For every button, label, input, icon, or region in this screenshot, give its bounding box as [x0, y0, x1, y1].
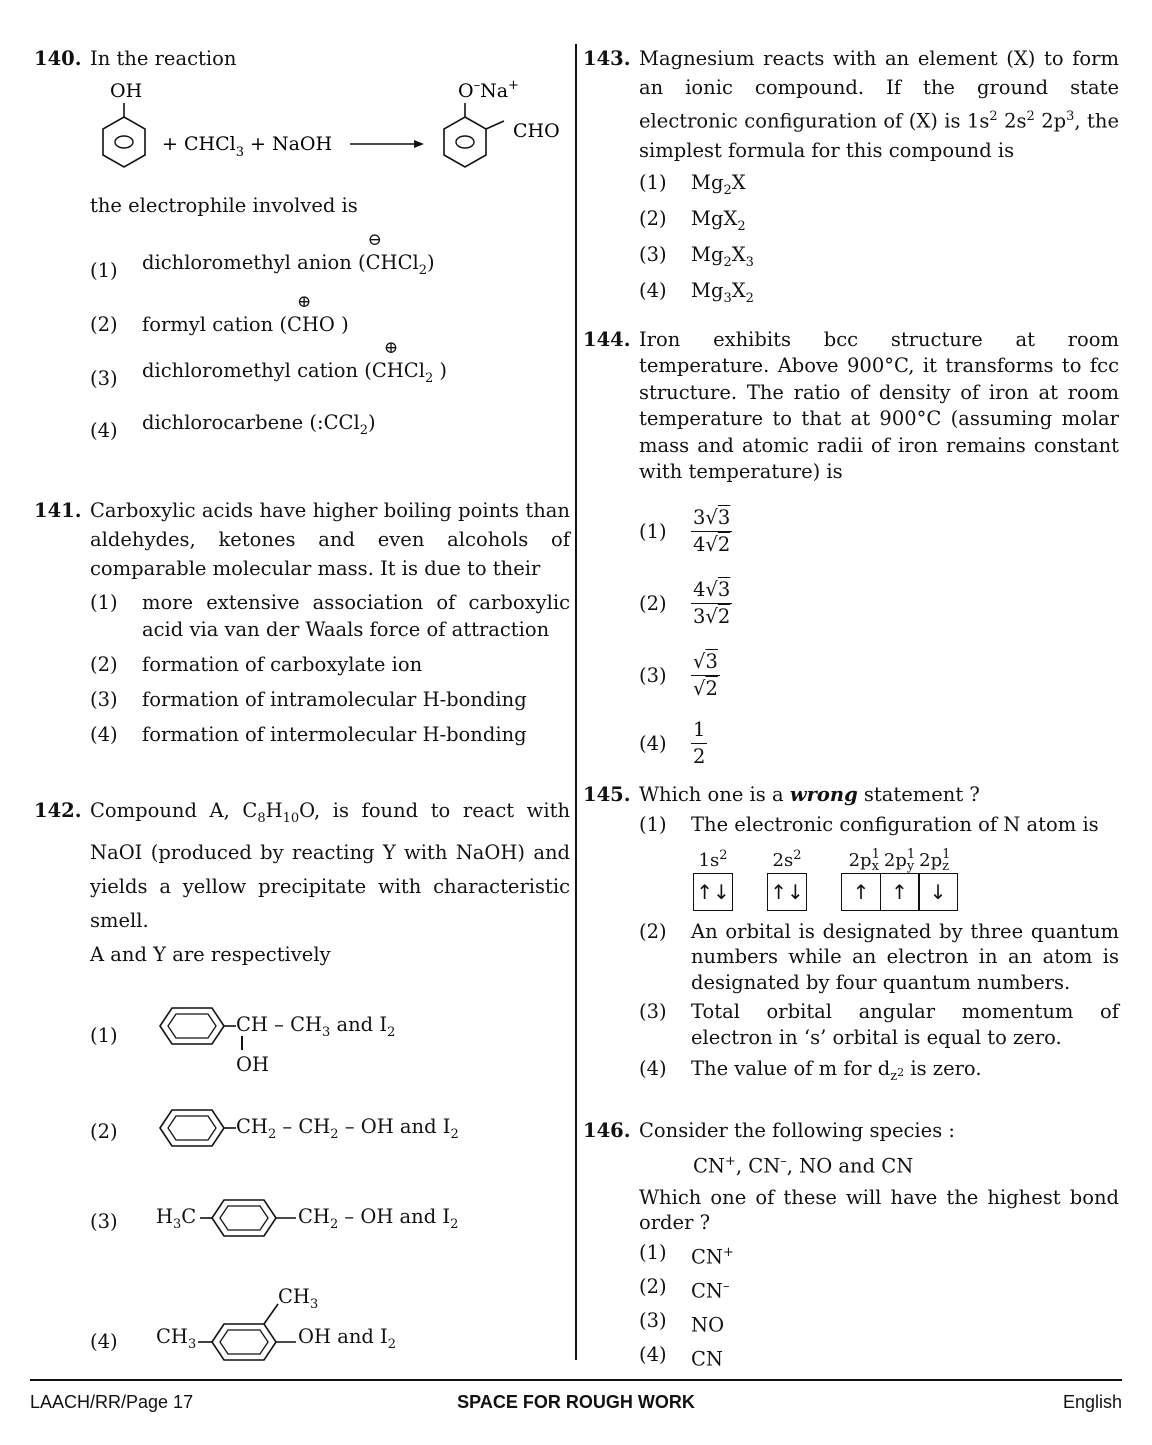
cation-charge: ⊕	[296, 292, 312, 312]
option-2[interactable]: (2) An orbital is designated by three quantum numbers while an electron in an atom is designated by four quantum numbers.	[639, 919, 1119, 994]
option-4[interactable]: (4) dichlorocarbene (:CCl$_2$)	[90, 411, 376, 442]
ortho-methyl: $CH_3$	[278, 1284, 319, 1312]
question-142	[34, 794, 570, 1366]
benzene-ring-reactant	[103, 117, 145, 167]
fraction: $\frac{3√3}{4√2}$	[693, 506, 731, 556]
reagents: + CHCl$_3$ + NaOH	[162, 133, 333, 160]
option-1[interactable]: (1) CN+	[639, 1241, 734, 1269]
right-column	[583, 44, 1119, 1375]
footer-rule	[30, 1379, 1122, 1381]
side-chain: CH – $CH_3$ and $I_2$	[236, 1012, 396, 1040]
methyl-group: $H_3C$	[156, 1204, 197, 1232]
oh-group: OH	[236, 1052, 269, 1076]
reaction-scheme	[34, 75, 570, 187]
option-3[interactable]: (3) formation of intramolecular H-bonding	[90, 688, 527, 711]
option-3[interactable]: (3) $\frac{√3}{√2}$	[639, 650, 718, 700]
fraction: $\frac{4√3}{3√2}$	[693, 578, 731, 628]
question-143	[583, 44, 1119, 313]
fraction: $\frac{1}{2}$	[693, 718, 706, 768]
option-2[interactable]: (2) formyl cation ( ⊕ CHO )	[90, 284, 570, 338]
question-number: 143.	[583, 47, 631, 70]
species-list: CN+, CN–, NO and CN	[693, 1153, 914, 1178]
option-2[interactable]: (2) CN–	[639, 1275, 730, 1303]
option-2[interactable]: (2) $CH_2 - CH_2$ – OH and $I_2$	[34, 1106, 570, 1166]
benzene-ring	[200, 1196, 304, 1240]
option-1[interactable]: (1) more extensive association of carboxylic acid via van der Waals force of attraction	[90, 591, 570, 641]
question-145	[583, 780, 1119, 1090]
question-text: Carboxylic acids have higher boiling points than aldehydes, ketones and even alcohols of comparable molecular mass. It is due to their	[90, 499, 570, 580]
question-number: 145.	[583, 782, 631, 806]
question-number: 146.	[583, 1118, 631, 1142]
benzene-ring	[156, 1004, 236, 1048]
option-4[interactable]: (4) formation of intermolecular H-bonding	[90, 723, 527, 746]
orbital-diagram	[693, 844, 1119, 911]
question-number: 144.	[583, 327, 631, 351]
side-chain: $CH_2 - CH_2$ – OH and $I_2$	[236, 1114, 459, 1142]
option-4[interactable]: (4) $\frac{1}{2}$	[639, 718, 706, 768]
question-text: In the reaction	[90, 47, 237, 70]
orbital-1s: $1s^2$ ↑ ↓	[693, 844, 733, 911]
left-column	[34, 44, 570, 1366]
option-3[interactable]: (3) NO	[639, 1309, 725, 1337]
fraction: $\frac{√3}{√2}$	[693, 650, 718, 700]
question-text: Consider the following species :	[639, 1118, 955, 1142]
cation-charge: ⊕	[383, 338, 399, 359]
question-text: Iron exhibits bcc structure at room temperature. Above 900°C, it transforms to fcc structure. The ratio of density of iron at room temperature to that at 900°C (assuming molar mass and atomic radii of iron remains constant with temperature) is	[639, 327, 1119, 483]
option-4[interactable]: (4) $CH_3$ $CH_3$ OH and $I_2$	[34, 1286, 570, 1366]
reactant-oh-label: OH	[110, 80, 143, 102]
question-146	[583, 1116, 1119, 1376]
anion-charge: ⊖	[367, 230, 382, 251]
column-divider	[575, 44, 577, 1360]
rough-work-label: SPACE FOR ROUGH WORK	[457, 1392, 695, 1412]
page-footer	[30, 1388, 1122, 1418]
option-4[interactable]: (4) The value of m for $d_{z^2}$ is zero.	[639, 1057, 982, 1084]
option-1[interactable]: (1) $\frac{3√3}{4√2}$	[639, 506, 731, 556]
question-number: 141.	[34, 499, 82, 522]
question-text: Magnesium reacts with an element (X) to form an ionic compound. If the ground state electronic configuration of (X) is $1s^2$ $2s^2$ $2p^3$, the simplest formula for this compound is	[639, 47, 1119, 162]
option-4[interactable]: (4) $Mg_3X_2$	[639, 278, 754, 306]
benzene-ring-product	[444, 117, 486, 167]
benzene-ring	[156, 1106, 236, 1150]
option-1[interactable]: (1) CH – $CH_3$ and $I_2$ OH	[34, 1000, 570, 1090]
options-140	[90, 230, 570, 444]
question-text: Which one is a wrong statement ?	[639, 782, 980, 806]
option-1[interactable]: (1) The electronic configuration of N atom is	[639, 812, 1099, 836]
side-chain: OH and $I_2$	[298, 1324, 397, 1352]
question-141	[34, 496, 570, 748]
product-phenoxide-label: O–Na+	[458, 78, 519, 102]
option-2[interactable]: (2) MgX$_2$	[639, 206, 746, 234]
option-3[interactable]: (3) dichloromethyl cation ( ⊕ CHCl$_2$ )	[90, 338, 570, 392]
methyl-group: $CH_3$	[156, 1324, 197, 1352]
question-140	[34, 44, 570, 444]
question-number: 142.	[34, 799, 82, 822]
follow-text: the electrophile involved is	[90, 194, 358, 217]
orbital-2s: $2s^2$ ↑ ↓	[767, 844, 807, 911]
option-3[interactable]: (3) $Mg_2X_3$	[639, 242, 754, 270]
option-3[interactable]: (3) $H_3C$ $CH_2$ – OH and $I_2$	[34, 1196, 570, 1256]
page-code: LAACH/RR/Page 17	[30, 1392, 194, 1412]
option-3[interactable]: (3) Total orbital angular momentum of electron in ‘s’ orbital is equal to zero.	[639, 1000, 1119, 1049]
product-cho-label: CHO	[513, 120, 560, 142]
language-label: English	[1062, 1392, 1122, 1412]
option-1[interactable]: (1) $Mg_2X$	[639, 170, 746, 198]
option-2[interactable]: (2) $\frac{4√3}{3√2}$	[639, 578, 731, 628]
question-number: 140.	[34, 47, 82, 70]
orbital-2p: 2p 1 x 2p 1 y 2p 1 z ↑ ↑ ↓	[841, 849, 958, 911]
side-chain: $CH_2$ – OH and $I_2$	[298, 1204, 459, 1232]
option-1[interactable]: (1) dichloromethyl anion ( ⊖ CHCl$_2$)	[90, 230, 570, 284]
option-4[interactable]: (4) CN	[639, 1343, 723, 1371]
question-144	[583, 327, 1119, 776]
question-text: Compound A, $C_8H_{10}O$, is found to react with NaOI (produced by reacting Y with NaOH) and yields a yellow precipitate with characteristic smell.	[90, 799, 571, 932]
question-text-2: A and Y are respectively	[90, 942, 331, 966]
option-2[interactable]: (2) formation of carboxylate ion	[90, 653, 423, 676]
question-text-2: Which one of these will have the highest bond order ?	[639, 1186, 1119, 1235]
